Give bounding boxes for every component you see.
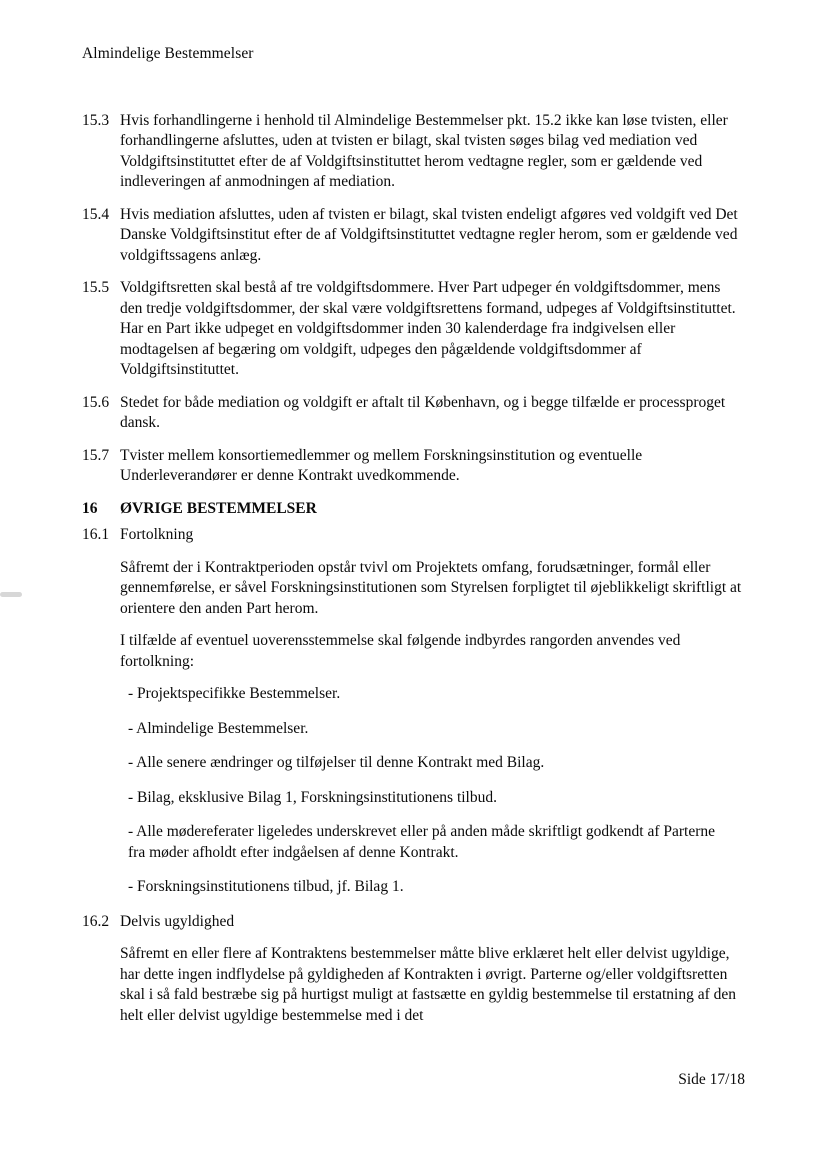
section-number: 15.7 — [82, 446, 110, 464]
section-text: Voldgiftsretten skal bestå af tre voldgiftsdommere. Hver Part udpeger én voldgiftsdommer, mens den tredje voldgiftsdommer, der skal være voldgiftsrettens formand, udpeges af Voldgiftsinstituttet. Har en Part ikke udpeget en voldgiftsdommer inden 30 kalenderdage fra indgivelsen eller modtagelsen af begæring om voldgift, udpeges den pågældende voldgiftsdommer af Voldgiftsinstituttet. — [120, 279, 736, 378]
block-para-16: Såfremt en eller flere af Kontraktens bestemmelser måtte blive erklæret helt eller delvist ugyldige, har dette ingen indflydelse på gyldigheden af Kontrakten i øvrigt. Parterne og/eller voldgiftsretten skal i så fald bestræbe sig på hurtigst muligt at fastsætte en gyldig bestemmelse til erstatning af den helt eller delvist ugyldige bestemmelse med i det — [120, 945, 737, 1024]
section-text: Hvis forhandlingerne i henhold til Almindelige Bestemmelser pkt. 15.2 ikke kan løse tvisten, eller forhandlingerne afsluttes, uden at tvisten er bilagt, skal tvisten søges bilag ved mediation ved Voldgiftsinstituttet efter de af Voldgiftsinstituttet herom vedtagne regler, som er gældende ved indleveringen af anmodningen af mediation. — [120, 111, 728, 190]
scan-artifact-mark — [0, 592, 22, 597]
block-item-15.4 — [82, 205, 745, 267]
block-list-13: - Alle mødereferater ligeledes underskrevet eller på anden måde skriftligt godkendt af Parterne fra møder afholdt efter indgåelsen af denne Kontrakt. — [128, 823, 716, 861]
section-number: 16.2 — [82, 912, 110, 930]
block-item-15.3 — [82, 111, 745, 193]
section-number: 15.5 — [82, 279, 110, 296]
section-text: ØVRIGE BESTEMMELSER — [120, 499, 317, 517]
section-number: 16 — [82, 499, 98, 517]
section-number: 15.4 — [82, 205, 110, 223]
page-number-footer: Side 17/18 — [678, 1071, 745, 1088]
section-text: Delvis ugyldighed — [120, 912, 235, 930]
block-item-16.1 — [82, 525, 745, 546]
section-number: 15.3 — [82, 111, 110, 129]
document-body — [82, 111, 745, 1027]
block-item-16.2 — [82, 912, 745, 933]
block-item-15.6 — [82, 393, 745, 434]
section-text: Hvis mediation afsluttes, uden af tvisten er bilagt, skal tvisten endeligt afgøres ved voldgift ved Det Danske Voldgiftsinstitut efter de af Voldgiftsinstituttet vedtagne regler herom, som er gældende ved voldgiftssagens anlæg. — [120, 205, 738, 264]
document-header-title: Almindelige Bestemmelser — [82, 45, 254, 62]
block-item-15.7 — [82, 446, 745, 487]
section-text: Stedet for både mediation og voldgift er aftalt til København, og i begge tilfælde er processproget dansk. — [120, 393, 726, 431]
section-number: 15.6 — [82, 393, 110, 411]
block-list-9: - Projektspecifikke Bestemmelser. — [128, 685, 341, 702]
section-text: Fortolkning — [120, 526, 194, 543]
section-number: 16.1 — [82, 526, 110, 543]
block-list-11: - Alle senere ændringer og tilføjelser til denne Kontrakt med Bilag. — [128, 754, 545, 771]
block-heading-16 — [82, 499, 745, 520]
block-item-15.5 — [82, 278, 745, 381]
block-list-14: - Forskningsinstitutionens tilbud, jf. Bilag 1. — [128, 878, 404, 895]
block-para-8: I tilfælde af eventuel uoverensstemmelse skal følgende indbyrdes rangorden anvendes ved fortolkning: — [120, 632, 681, 670]
section-text: Tvister mellem konsortiemedlemmer og mellem Forskningsinstitution og eventuelle Underleverandører er denne Kontrakt uvedkommende. — [120, 446, 643, 484]
block-list-12: - Bilag, eksklusive Bilag 1, Forskningsinstitutionens tilbud. — [128, 788, 497, 806]
block-list-10: - Almindelige Bestemmelser. — [128, 719, 309, 737]
block-para-7: Såfremt der i Kontraktperioden opstår tvivl om Projektets omfang, forudsætninger, formål eller gennemførelse, er såvel Forskningsinstitutionen som Styrelsen forpligtet til øjeblikkeligt skriftligt at orientere den anden Part herom. — [120, 558, 742, 617]
document-content — [82, 44, 745, 1038]
